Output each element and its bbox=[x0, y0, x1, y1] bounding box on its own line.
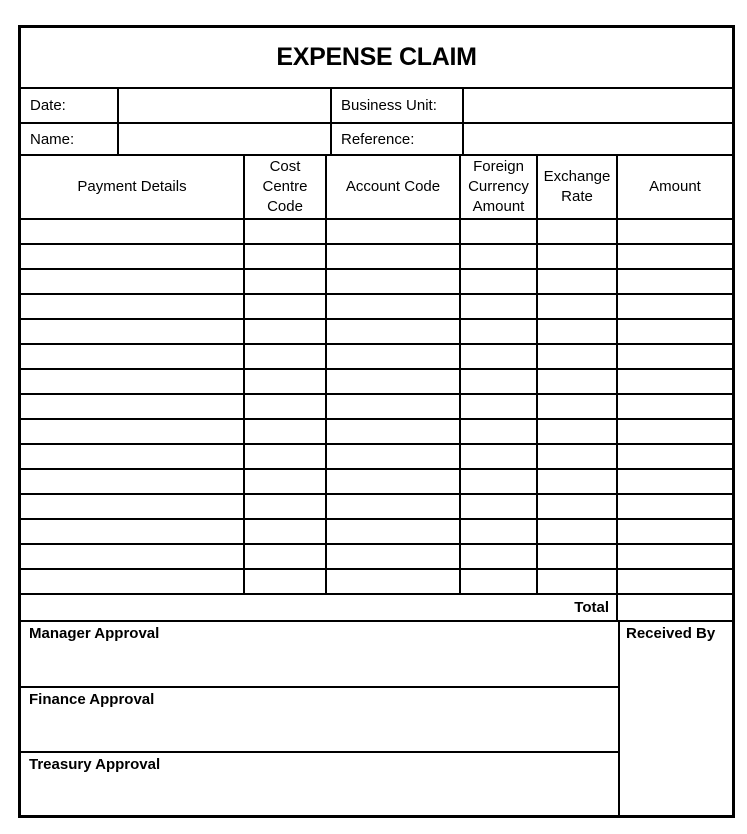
expense-cell[interactable] bbox=[327, 295, 461, 320]
expense-cell[interactable] bbox=[21, 445, 245, 470]
expense-cell[interactable] bbox=[245, 345, 327, 370]
expense-cell[interactable] bbox=[21, 395, 245, 420]
meta-row-name bbox=[21, 124, 732, 156]
table-row bbox=[21, 445, 732, 470]
total-row bbox=[21, 595, 732, 622]
expense-cell[interactable] bbox=[21, 520, 245, 545]
received-by-label: Received By bbox=[626, 625, 716, 642]
expense-cell[interactable] bbox=[538, 470, 618, 495]
expense-cell[interactable] bbox=[618, 445, 732, 470]
expense-cell[interactable] bbox=[618, 270, 732, 295]
expense-cell[interactable] bbox=[618, 395, 732, 420]
expense-cell[interactable] bbox=[327, 470, 461, 495]
expense-cell[interactable] bbox=[21, 220, 245, 245]
expense-claim-form bbox=[18, 25, 735, 818]
table-row bbox=[21, 395, 732, 420]
expense-cell[interactable] bbox=[245, 545, 327, 570]
expense-cell[interactable] bbox=[538, 545, 618, 570]
expense-cell[interactable] bbox=[538, 520, 618, 545]
expense-cell[interactable] bbox=[618, 370, 732, 395]
expense-cell[interactable] bbox=[461, 420, 538, 445]
expense-cell[interactable] bbox=[538, 345, 618, 370]
expense-cell[interactable] bbox=[618, 220, 732, 245]
expense-cell[interactable] bbox=[618, 320, 732, 345]
table-row bbox=[21, 420, 732, 445]
table-row bbox=[21, 545, 732, 570]
expense-cell[interactable] bbox=[21, 320, 245, 345]
expense-cell[interactable] bbox=[618, 345, 732, 370]
expense-cell[interactable] bbox=[21, 420, 245, 445]
expense-cell[interactable] bbox=[461, 470, 538, 495]
expense-cell[interactable] bbox=[327, 420, 461, 445]
table-row bbox=[21, 370, 732, 395]
form-title: EXPENSE CLAIM bbox=[21, 28, 732, 89]
expense-cell[interactable] bbox=[538, 445, 618, 470]
expense-cell[interactable] bbox=[461, 220, 538, 245]
expense-cell[interactable] bbox=[245, 495, 327, 520]
expense-cell[interactable] bbox=[618, 420, 732, 445]
business-unit-input-cell[interactable] bbox=[464, 89, 732, 124]
table-row bbox=[21, 495, 732, 520]
column-header-amount: Amount bbox=[618, 156, 732, 220]
expense-cell[interactable] bbox=[327, 220, 461, 245]
expense-cell[interactable] bbox=[618, 295, 732, 320]
business-unit-label: Business Unit: bbox=[332, 89, 464, 124]
expense-cell[interactable] bbox=[245, 520, 327, 545]
expense-cell[interactable] bbox=[245, 370, 327, 395]
treasury-approval-area[interactable] bbox=[21, 753, 618, 815]
expense-cell[interactable] bbox=[245, 270, 327, 295]
expense-cell[interactable] bbox=[538, 320, 618, 345]
received-by-area[interactable] bbox=[620, 622, 732, 815]
expense-cell[interactable] bbox=[21, 270, 245, 295]
expense-cell[interactable] bbox=[327, 245, 461, 270]
expense-cell[interactable] bbox=[461, 395, 538, 420]
expense-rows bbox=[21, 220, 732, 595]
expense-cell[interactable] bbox=[245, 470, 327, 495]
expense-cell[interactable] bbox=[538, 245, 618, 270]
column-header-payment-details: Payment Details bbox=[21, 156, 245, 220]
reference-label: Reference: bbox=[332, 124, 464, 156]
expense-cell[interactable] bbox=[245, 295, 327, 320]
table-row bbox=[21, 270, 732, 295]
expense-cell[interactable] bbox=[21, 345, 245, 370]
expense-cell[interactable] bbox=[461, 545, 538, 570]
expense-cell[interactable] bbox=[327, 320, 461, 345]
expense-cell[interactable] bbox=[461, 370, 538, 395]
expense-cell[interactable] bbox=[461, 520, 538, 545]
expense-cell[interactable] bbox=[618, 495, 732, 520]
table-header-row bbox=[21, 156, 732, 220]
expense-cell[interactable] bbox=[245, 395, 327, 420]
name-label: Name: bbox=[21, 124, 119, 156]
expense-cell[interactable] bbox=[21, 370, 245, 395]
expense-cell[interactable] bbox=[538, 220, 618, 245]
column-header-cost-centre-code: Cost Centre Code bbox=[245, 156, 327, 220]
expense-cell[interactable] bbox=[327, 520, 461, 545]
table-row bbox=[21, 320, 732, 345]
expense-cell[interactable] bbox=[461, 295, 538, 320]
finance-approval-label: Finance Approval bbox=[29, 691, 155, 708]
table-row bbox=[21, 520, 732, 545]
expense-cell[interactable] bbox=[245, 570, 327, 595]
expense-cell[interactable] bbox=[538, 420, 618, 445]
expense-cell[interactable] bbox=[21, 495, 245, 520]
meta-row-date bbox=[21, 89, 732, 124]
column-header-foreign-currency-amount: Foreign Currency Amount bbox=[461, 156, 538, 220]
table-row bbox=[21, 295, 732, 320]
table-row bbox=[21, 220, 732, 245]
expense-cell[interactable] bbox=[538, 370, 618, 395]
expense-cell[interactable] bbox=[21, 245, 245, 270]
expense-cell[interactable] bbox=[618, 570, 732, 595]
expense-cell[interactable] bbox=[461, 570, 538, 595]
manager-approval-label: Manager Approval bbox=[29, 625, 160, 642]
expense-cell[interactable] bbox=[245, 320, 327, 345]
expense-cell[interactable] bbox=[327, 570, 461, 595]
expense-cell[interactable] bbox=[21, 470, 245, 495]
expense-cell[interactable] bbox=[538, 395, 618, 420]
column-header-account-code: Account Code bbox=[327, 156, 461, 220]
table-row bbox=[21, 470, 732, 495]
table-row bbox=[21, 345, 732, 370]
expense-cell[interactable] bbox=[618, 520, 732, 545]
expense-cell[interactable] bbox=[327, 345, 461, 370]
date-input-cell[interactable] bbox=[119, 89, 332, 124]
table-row bbox=[21, 245, 732, 270]
expense-cell[interactable] bbox=[245, 245, 327, 270]
table-row bbox=[21, 570, 732, 595]
expense-cell[interactable] bbox=[327, 370, 461, 395]
treasury-approval-label: Treasury Approval bbox=[29, 756, 161, 773]
expense-cell[interactable] bbox=[21, 295, 245, 320]
expense-cell[interactable] bbox=[245, 420, 327, 445]
expense-cell[interactable] bbox=[327, 445, 461, 470]
approval-column bbox=[21, 622, 620, 815]
reference-input-cell[interactable] bbox=[464, 124, 732, 156]
expense-cell[interactable] bbox=[461, 345, 538, 370]
expense-cell[interactable] bbox=[21, 545, 245, 570]
expense-cell[interactable] bbox=[461, 245, 538, 270]
column-header-exchange-rate: Exchange Rate bbox=[538, 156, 618, 220]
expense-cell[interactable] bbox=[327, 270, 461, 295]
expense-cell[interactable] bbox=[461, 320, 538, 345]
expense-cell[interactable] bbox=[245, 220, 327, 245]
expense-cell[interactable] bbox=[245, 445, 327, 470]
expense-cell[interactable] bbox=[21, 570, 245, 595]
expense-cell[interactable] bbox=[538, 270, 618, 295]
finance-approval-area[interactable] bbox=[21, 688, 618, 753]
expense-cell[interactable] bbox=[461, 495, 538, 520]
total-amount-cell[interactable] bbox=[618, 595, 732, 622]
expense-cell[interactable] bbox=[461, 445, 538, 470]
name-input-cell[interactable] bbox=[119, 124, 332, 156]
approval-area bbox=[21, 622, 732, 815]
expense-cell[interactable] bbox=[538, 295, 618, 320]
total-label: Total bbox=[21, 595, 618, 622]
expense-cell[interactable] bbox=[618, 545, 732, 570]
manager-approval-area[interactable] bbox=[21, 622, 618, 688]
date-label: Date: bbox=[21, 89, 119, 124]
expense-cell[interactable] bbox=[618, 245, 732, 270]
expense-cell[interactable] bbox=[538, 495, 618, 520]
expense-cell[interactable] bbox=[618, 470, 732, 495]
expense-cell[interactable] bbox=[461, 270, 538, 295]
expense-cell[interactable] bbox=[327, 545, 461, 570]
expense-cell[interactable] bbox=[327, 395, 461, 420]
expense-cell[interactable] bbox=[538, 570, 618, 595]
expense-cell[interactable] bbox=[327, 495, 461, 520]
